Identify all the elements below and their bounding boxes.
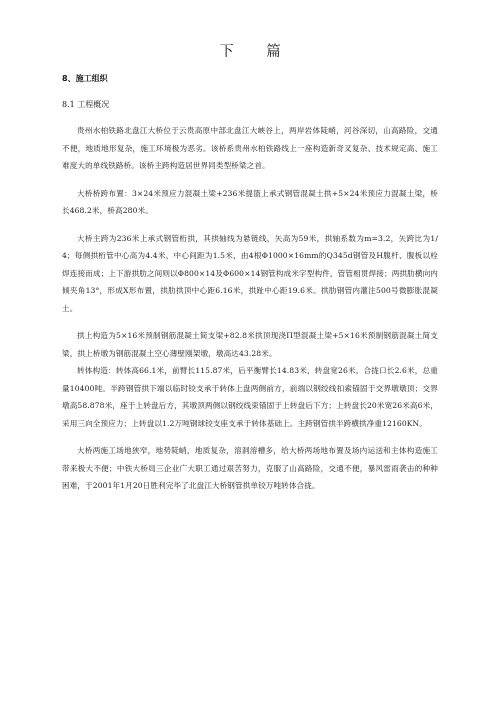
section-heading: 8、施工组织 xyxy=(62,74,108,83)
paragraph-span-layout: 大桥桥跨布置：3×24米预应力混凝土梁+236米提篮上承式钢管混凝土拱+5×24米预应力混凝土梁，桥长468.2米，桥高280米。 xyxy=(62,188,438,215)
paragraph-swivel-structure: 转体构造：转体高66.1米，前臂长115.87米，后平衡臂长14.83米，转盘宽26米，合拢口长2.6米，总重量10400吨。半跨钢管拱下端以临时铰支承于转体上盘两侧前方，前端以钢绞线扣索锚固于交界墩墩顶；交界墩高58.878米，座于上转盘后方，其墩顶两侧以钢绞线束锚固于上转盘后下方；上转盘长20米宽26米高6米，采用三向全预应力；上转盘以1.2万吨钢球铰支座支承于转体基础上。主跨钢管拱半跨横拱净重12160KN。 xyxy=(62,366,438,428)
document-body xyxy=(62,122,438,505)
subsection-heading: 8.1 工程概况 xyxy=(62,100,110,109)
document-title: 下 篇 xyxy=(219,44,295,60)
paragraph-overview: 贵州水柏铁路北盘江大桥位于云贵高原中部北盘江大峡谷上，两岸岩体陡峭，河谷深切，山高路险，交通不便，地质地形复杂，施工环境极为恶劣。该桥系贵州水柏铁路线上一座构造新奇叉复杂、技术规定高、施工难度大的单线铁路桥。该桥主跨构造居世界同类型桥梁之首。 xyxy=(62,126,438,170)
paragraph-site-conditions: 大桥两施工场地狭窄，地势陡峭，地质复杂，溶洞溶槽多，给大桥两场地布置及场内运送和主体构造施工带来极大不便；中铁大桥局三企业广大职工通过艰苦努力，克服了山高路险，交通不便，暴风雷雨袭击的种种困难，于2001年1月20日胜利完毕了北盘江大桥钢管拱单铰万吨转体合拢。 xyxy=(62,446,438,490)
paragraph-deck-structure: 拱上构造为5×16米预制钢筋混凝土简支梁+82.8米拱顶现浇Π型混凝土梁+5×16米预制钢筋混凝土简支梁，拱上桥墩为钢筋混凝土空心薄壁刚架墩，墩高达43.28米。 xyxy=(62,331,438,358)
paragraph-main-span: 大桥主跨为236米上承式钢管桁拱，其拱轴线为悬链线，矢高为59米，拱轴系数为m=3.2，矢跨比为1/4；每侧拱桁管中心高为4.4米，中心间距为1.5米，由4根Φ1000×16mm的Q345d钢管及H腹杆、腹板以栓焊连接而成；上下游拱肋之间则以Φ800×14及Φ600×14钢管构成米字型构件，管管相贯焊接；两拱肋横向内倾夹角13°，形成X形布置，拱肋拱顶中心距6.16米，拱趾中心距19.6米。拱肋钢管内灌注500号微膨胀混凝土。 xyxy=(62,233,438,313)
